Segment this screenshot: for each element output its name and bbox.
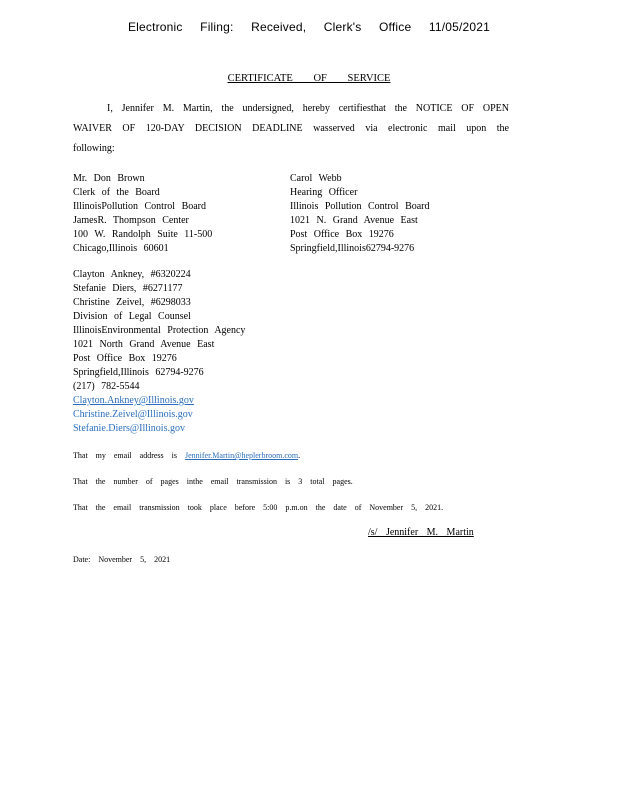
recipient-left-line: 100 W. Randolph Suite 11-500 <box>73 229 213 240</box>
signature: /s/ Jennifer M. Martin <box>368 527 474 538</box>
recipient-right-line: Illinois Pollution Control Board <box>290 201 430 212</box>
email-link-zeivel[interactable]: Christine.Zeivel@Illinois.gov <box>73 409 193 420</box>
email-statement <box>73 451 300 460</box>
agency-line: Springfield,Illinois 62794-9276 <box>73 367 204 378</box>
agency-line: Stefanie Diers, #6271177 <box>73 283 183 294</box>
recipient-left-line: Chicago,Illinois 60601 <box>73 243 169 254</box>
email-link-diers[interactable]: Stefanie.Diers@Illinois.gov <box>73 423 185 434</box>
certificate-title-text: CERTIFICATE OF SERVICE <box>227 73 391 84</box>
recipient-left-line: Mr. Don Brown <box>73 173 145 184</box>
recipient-left-line: Clerk of the Board <box>73 187 160 198</box>
agency-line: Division of Legal Counsel <box>73 311 191 322</box>
recipient-right-line: Post Office Box 19276 <box>290 229 394 240</box>
agency-recipients <box>73 268 245 436</box>
date-line: Date: November 5, 2021 <box>73 555 171 564</box>
recipient-right-line: 1021 N. Grand Avenue East <box>290 215 418 226</box>
recipient-right-line: Springfield,Illinois62794-9276 <box>290 243 415 254</box>
recipient-left-line: JamesR. Thompson Center <box>73 215 189 226</box>
agency-line: Christine Zeivel, #6298033 <box>73 297 191 308</box>
filing-header: Electronic Filing: Received, Clerk's Office 11/05/2021 <box>127 20 491 34</box>
email-statement-suffix: . <box>298 451 301 460</box>
agency-line: Post Office Box 19276 <box>73 353 177 364</box>
intro-paragraph: I, Jennifer M. Martin, the undersigned, hereby certifiesthat the NOTICE OF OPEN WAIVER OF 120-DAY DECISION DEADLINE wasserved via electronic mail upon the following: <box>73 103 509 154</box>
recipient-right-line: Carol Webb <box>290 173 342 184</box>
recipient-right-line: Hearing Officer <box>290 187 358 198</box>
recipient-left <box>73 172 212 256</box>
agency-line: 1021 North Grand Avenue East <box>73 339 215 350</box>
recipient-right <box>290 172 430 256</box>
agency-line: Clayton Ankney, #6320224 <box>73 269 191 280</box>
recipient-left-line: IllinoisPollution Control Board <box>73 201 207 212</box>
email-link-ankney[interactable]: Clayton.Ankney@Illinois.gov <box>73 395 194 406</box>
agency-line: (217) 782-5544 <box>73 381 140 392</box>
time-statement: That the email transmission took place before 5:00 p.m.on the date of November 5, 2021. <box>73 503 444 512</box>
pages-statement: That the number of pages inthe email transmission is 3 total pages. <box>73 477 353 486</box>
certificate-title <box>0 73 618 84</box>
agency-line: IllinoisEnvironmental Protection Agency <box>73 325 246 336</box>
email-statement-prefix: That my email address is <box>73 451 177 460</box>
sender-email-link[interactable]: Jennifer.Martin@heplerbroom.com <box>184 451 299 460</box>
